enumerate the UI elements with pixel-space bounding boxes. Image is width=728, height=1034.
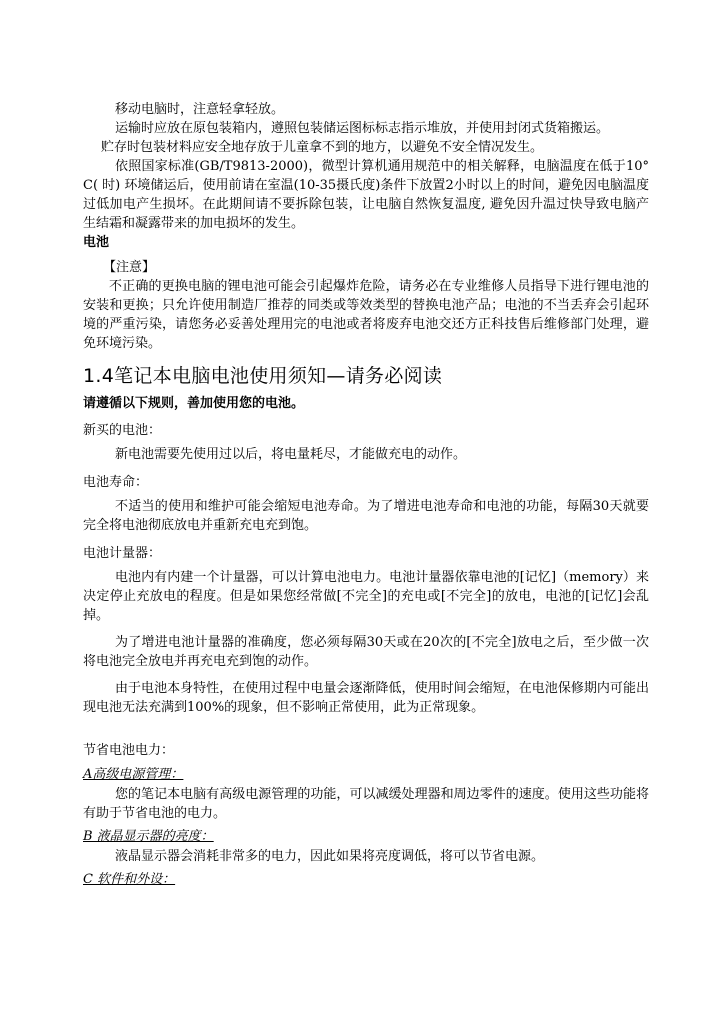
section-intro: 请遵循以下规则，善加使用您的电池。 (83, 396, 305, 411)
section-title: 1.4笔记本电脑电池使用须知—请务必阅读 (83, 365, 443, 387)
battery-meter-heading: 电池计量器： (83, 546, 162, 561)
lcd-brightness-text: 液晶显示器会消耗非常多的电力，因此如果将亮度调低，将可以节省电源。 (115, 849, 545, 864)
battery-life-heading: 电池寿命： (83, 475, 149, 490)
battery-meter-text-2: 为了增进电池计量器的准确度，您必须每隔30天或在20次的[不完全]放电之后，至少做一次将电池完全放电并再充电充到饱的动作。 (83, 635, 649, 669)
paragraph-temperature: 依照国家标准(GB/T9813-2000)，微型计算机通用规范中的相关解释，电脑温度在低于10° C( 时) 环境储运后，使用前请在室温(10-35摄氏度)条件下放置2小时以上的时间，避免因电脑温度过低加电产生损坏。在此期间请不要拆除包装，让电脑自然恢复温度, 避免因升温过快导致电脑产生结霜和凝露带来的加电损坏的发生。 (83, 159, 649, 231)
paragraph-transport: 运输时应放在原包装箱内，遵照包装储运图标标志指示堆放，并使用封闭式货箱搬运。 (115, 121, 610, 136)
paragraph-battery-warning: 不正确的更换电脑的锂电池可能会引起爆炸危险，请务必在专业维修人员指导下进行锂电池的安装和更换；只允许使用制造厂推荐的同类或等效类型的替换电池产品；电池的不当丢弃会引起环境的严重污染，请您务必妥善处理用完的电池或者将废弃电池交还方正科技售后维修部门处理，避免环境污染。 (83, 279, 649, 351)
lcd-brightness-heading: B 液晶显示器的亮度： (83, 829, 214, 844)
power-management-heading: A高级电源管理： (83, 767, 184, 782)
paragraph-move-carefully: 移动电脑时，注意轻拿轻放。 (115, 102, 285, 117)
paragraph-storage: 贮存时包装材料应安全地存放于儿童拿不到的地方，以避免不安全情况发生。 (101, 140, 544, 155)
document-page (83, 100, 649, 890)
battery-heading: 电池 (83, 235, 110, 250)
power-management-text: 您的笔记本电脑有高级电源管理的功能，可以减缓处理器和周边零件的速度。使用这些功能将有助于节省电池的电力。 (83, 787, 649, 821)
software-peripherals-heading: C 软件和外设： (83, 872, 176, 887)
battery-life-text: 不适当的使用和维护可能会缩短电池寿命。为了增进电池寿命和电池的功能，每隔30天就要完全将电池彻底放电并重新充电充到饱。 (83, 499, 649, 533)
new-battery-heading: 新买的电池： (83, 423, 162, 438)
notice-label: 【注意】 (103, 260, 156, 275)
battery-meter-text-1: 电池内有内建一个计量器，可以计算电池电力。电池计量器依靠电池的[记忆]（memory）来决定停止充放电的程度。但是如果您经常做[不完全]的充电或[不完全]的放电，电池的[记忆]会乱掉。 (83, 570, 649, 623)
save-power-heading: 节省电池电力： (83, 743, 175, 758)
battery-meter-text-3: 由于电池本身特性，在使用过程中电量会逐渐降低，使用时间会缩短，在电池保修期内可能出现电池无法充满到100%的现象，但不影响正常使用，此为正常现象。 (83, 681, 649, 715)
new-battery-text: 新电池需要先使用过以后，将电量耗尽，才能做充电的动作。 (115, 447, 467, 462)
